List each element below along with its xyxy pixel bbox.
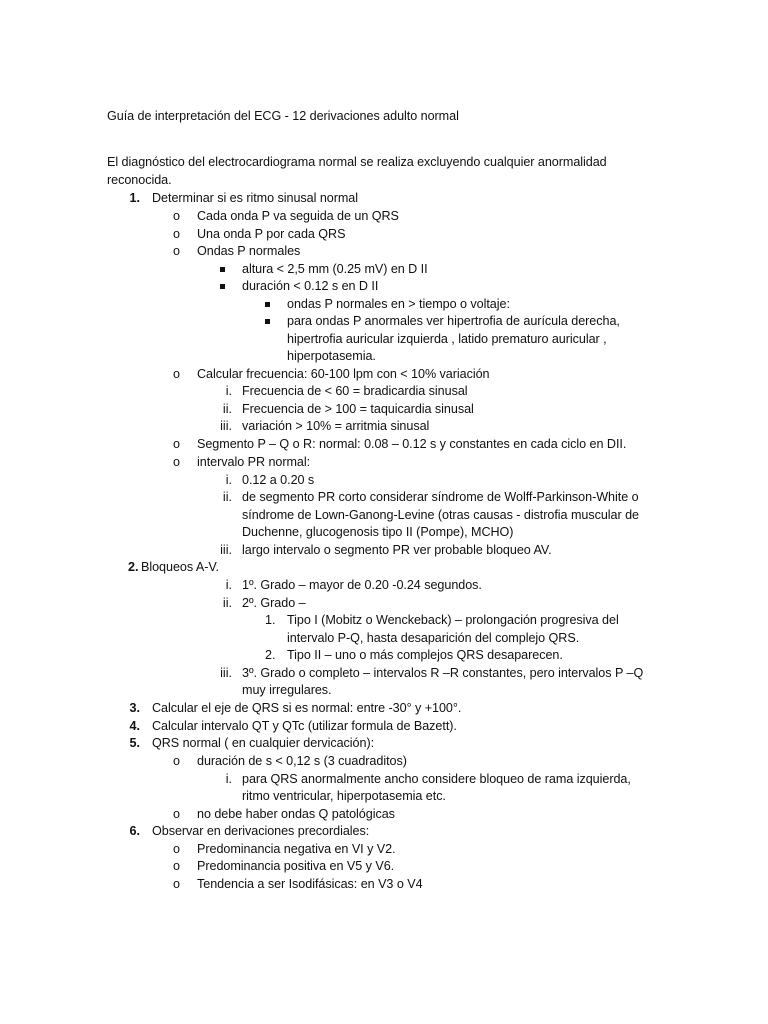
list-item: largo intervalo o segmento PR ver probable bloqueo AV.: [242, 543, 552, 557]
list-number: 4.: [129, 719, 140, 733]
list-number: 1.: [129, 191, 140, 205]
square-bullet-icon: [265, 302, 270, 307]
roman-numeral: iii.: [220, 666, 232, 680]
list-item: Calcular el eje de QRS si es normal: entre -30° y +100°.: [152, 701, 462, 715]
circle-bullet-icon: o: [173, 455, 181, 469]
circle-bullet-icon: o: [173, 877, 181, 891]
circle-bullet-icon: o: [173, 842, 181, 856]
list-item: 2º. Grado –: [242, 596, 306, 610]
list-item: Bloqueos A-V.: [141, 560, 220, 574]
circle-bullet-icon: o: [173, 367, 181, 381]
list-item: altura < 2,5 mm (0.25 mV) en D II: [242, 262, 428, 276]
list-number: 2.: [265, 648, 276, 662]
square-bullet-icon: [220, 284, 225, 289]
list-item: ondas P normales en > tiempo o voltaje:: [287, 297, 510, 311]
roman-numeral: i.: [225, 473, 232, 487]
list-number: 1.: [265, 613, 276, 627]
list-item: de segmento PR corto considerar síndrome de Wolff-Parkinson-White o: [242, 490, 639, 504]
list-number: 5.: [129, 736, 140, 750]
roman-numeral: i.: [225, 384, 232, 398]
list-item: Cada onda P va seguida de un QRS: [197, 209, 399, 223]
list-item: Calcular frecuencia: 60-100 lpm con < 10% variación: [197, 367, 490, 381]
list-number: 2.: [128, 560, 139, 574]
list-item: Frecuencia de > 100 = taquicardia sinusal: [242, 402, 474, 416]
list-item-continuation: muy irregulares.: [242, 683, 332, 697]
list-item: duración < 0.12 s en D II: [242, 279, 379, 293]
circle-bullet-icon: o: [173, 209, 181, 223]
list-item-continuation: hiperpotasemia.: [287, 349, 376, 363]
list-item: 1º. Grado – mayor de 0.20 -0.24 segundos.: [242, 578, 482, 592]
roman-numeral: ii.: [222, 490, 232, 504]
list-item-continuation: ritmo ventricular, hiperpotasemia etc.: [242, 789, 446, 803]
list-item-continuation: intervalo P-Q, hasta desaparición del complejo QRS.: [287, 631, 580, 645]
intro-paragraph-line-2: reconocida.: [107, 173, 172, 187]
list-item-continuation: Duchenne, glucogenosis tipo II (Pompe), MCHO): [242, 525, 514, 539]
list-item: 3º. Grado o completo – intervalos R –R constantes, pero intervalos P –Q: [242, 666, 644, 680]
list-item: Observar en derivaciones precordiales:: [152, 824, 370, 838]
roman-numeral: i.: [225, 578, 232, 592]
list-number: 3.: [129, 701, 140, 715]
square-bullet-icon: [220, 267, 225, 272]
list-item: no debe haber ondas Q patológicas: [197, 807, 395, 821]
list-item: Determinar si es ritmo sinusal normal: [152, 191, 359, 205]
roman-numeral: i.: [225, 772, 232, 786]
list-item-continuation: síndrome de Lown-Ganong-Levine (otras causas - distrofia muscular de: [242, 508, 639, 522]
list-item: para ondas P anormales ver hipertrofia de aurícula derecha,: [287, 314, 620, 328]
circle-bullet-icon: o: [173, 859, 181, 873]
list-item: variación > 10% = arritmia sinusal: [242, 419, 430, 433]
roman-numeral: iii.: [220, 419, 232, 433]
circle-bullet-icon: o: [173, 807, 181, 821]
square-bullet-icon: [265, 319, 270, 324]
list-item: duración de s < 0,12 s (3 cuadraditos): [197, 754, 407, 768]
list-item: intervalo PR normal:: [197, 455, 311, 469]
list-item: Predominancia negativa en VI y V2.: [197, 842, 396, 856]
list-item-continuation: hipertrofia auricular izquierda , latido prematuro auricular ,: [287, 332, 607, 346]
list-item: Segmento P – Q o R: normal: 0.08 – 0.12 s y constantes en cada ciclo en DII.: [197, 437, 627, 451]
list-item: Frecuencia de < 60 = bradicardia sinusal: [242, 384, 468, 398]
list-item: Una onda P por cada QRS: [197, 227, 346, 241]
list-number: 6.: [129, 824, 140, 838]
list-item: Predominancia positiva en V5 y V6.: [197, 859, 395, 873]
roman-numeral: ii.: [222, 596, 232, 610]
list-item: QRS normal ( en cualquier dervicación):: [152, 736, 375, 750]
circle-bullet-icon: o: [173, 437, 181, 451]
list-item: Tendencia a ser Isodifásicas: en V3 o V4: [197, 877, 423, 891]
intro-paragraph-line-1: El diagnóstico del electrocardiograma normal se realiza excluyendo cualquier anormalidad: [107, 155, 607, 169]
circle-bullet-icon: o: [173, 227, 181, 241]
list-item: 0.12 a 0.20 s: [242, 473, 315, 487]
list-item: Tipo I (Mobitz o Wenckeback) – prolongación progresiva del: [287, 613, 619, 627]
list-item: Ondas P normales: [197, 244, 301, 258]
document-title: Guía de interpretación del ECG - 12 derivaciones adulto normal: [107, 109, 459, 123]
circle-bullet-icon: o: [173, 754, 181, 768]
list-item: Tipo II – uno o más complejos QRS desaparecen.: [287, 648, 563, 662]
roman-numeral: ii.: [222, 402, 232, 416]
roman-numeral: iii.: [220, 543, 232, 557]
list-item: para QRS anormalmente ancho considere bloqueo de rama izquierda,: [242, 772, 631, 786]
circle-bullet-icon: o: [173, 244, 181, 258]
list-item: Calcular intervalo QT y QTc (utilizar formula de Bazett).: [152, 719, 457, 733]
